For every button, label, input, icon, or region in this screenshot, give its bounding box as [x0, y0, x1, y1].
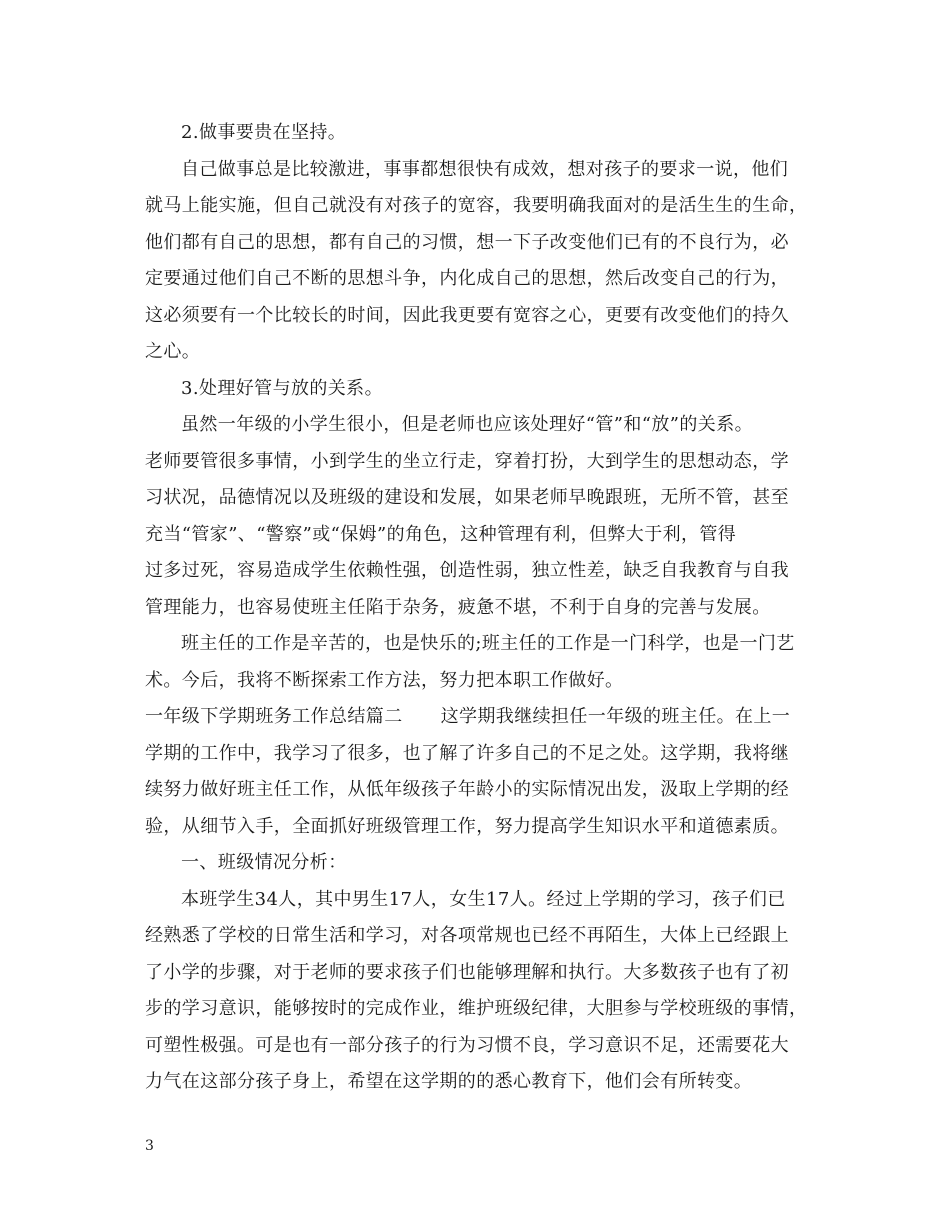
text-line: 步的学习意识，能够按时的完成作业，维护班级纪律，大胆参与学校班级的事情， [145, 998, 808, 1019]
section-heading: 一年级下学期班务工作总结篇二 [145, 706, 403, 727]
text-line: 习状况，品德情况以及班级的建设和发展，如果老师早晚跟班，无所不管，甚至 [145, 487, 789, 508]
text-line: 经熟悉了学校的日常生活和学习，对各项常规也已经不再陌生，大体上已经跟上 [145, 925, 789, 946]
text-line: 班主任的工作是辛苦的，也是快乐的;班主任的工作是一门科学，也是一门艺 [181, 633, 795, 654]
text-line: 验，从细节入手，全面抓好班级管理工作，努力提高学生知识水平和道德素质。 [145, 815, 789, 837]
text-line: 过多过死，容易造成学生依赖性强，创造性弱，独立性差，缺乏自我教育与自我 [145, 560, 789, 581]
text-line: 虽然一年级的小学生很小，但是老师也应该处理好“管”和“放”的关系。 [181, 414, 754, 435]
text-line: 就马上能实施，但自己就没有对孩子的宽容，我要明确我面对的是活生生的生命， [145, 195, 808, 216]
paragraphs-part-one [145, 115, 810, 699]
text-line: 力气在这部分孩子身上，希望在这学期的的悉心教育下，他们会有所转变。 [145, 1071, 753, 1092]
page-body [145, 115, 810, 1101]
section-heading-line [145, 699, 810, 736]
text-line: 老师要管很多事情，小到学生的坐立行走，穿着打扮，大到学生的思想动态，学 [145, 450, 789, 472]
text-line: 了小学的步骤，对于老师的要求孩子们也能够理解和执行。大多数孩子也有了初 [145, 961, 789, 983]
text-line: 充当“管家”、“警察”或“保姆”的角色，这种管理有利，但弊大于利，管得 [145, 523, 737, 545]
text-line: 3.处理好管与放的关系。 [181, 377, 383, 399]
paragraphs-part-two [145, 736, 810, 1101]
page-number: 3 [145, 1138, 154, 1154]
text-line: 本班学生34人，其中男生17人，女生17人。经过上学期的学习，孩子们已 [181, 888, 786, 910]
text-line: 续努力做好班主任工作，从低年级孩子年龄小的实际情况出发，汲取上学期的经 [145, 779, 789, 800]
text-line: 学期的工作中，我学习了很多，也了解了许多自己的不足之处。这学期，我将继 [145, 742, 789, 764]
text-line: 一、班级情况分析： [181, 852, 347, 873]
text-line: 自己做事总是比较激进，事事都想很快有成效，想对孩子的要求一说，他们 [181, 158, 789, 180]
section-heading-follow-text: 这学期我继续担任一年级的班主任。在上一 [440, 706, 791, 727]
text-line: 这必须要有一个比较长的时间，因此我更要有宽容之心，更要有改变他们的持久 [145, 304, 789, 326]
text-line: 管理能力，也容易使班主任陷于杂务，疲惫不堪，不利于自身的完善与发展。 [145, 596, 771, 618]
text-line: 定要通过他们自己不断的思想斗争，内化成自己的思想，然后改变自己的行为， [145, 268, 789, 289]
text-line: 术。今后，我将不断探索工作方法，努力把本职工作做好。 [145, 669, 624, 691]
text-line: 2.做事要贵在坚持。 [181, 122, 347, 143]
text-line: 之心。 [145, 341, 201, 362]
text-line: 可塑性极强。可是也有一部分孩子的行为习惯不良，学习意识不足，还需要花大 [145, 1034, 789, 1056]
text-line: 他们都有自己的思想，都有自己的习惯，想一下子改变他们已有的不良行为，必 [145, 231, 789, 253]
